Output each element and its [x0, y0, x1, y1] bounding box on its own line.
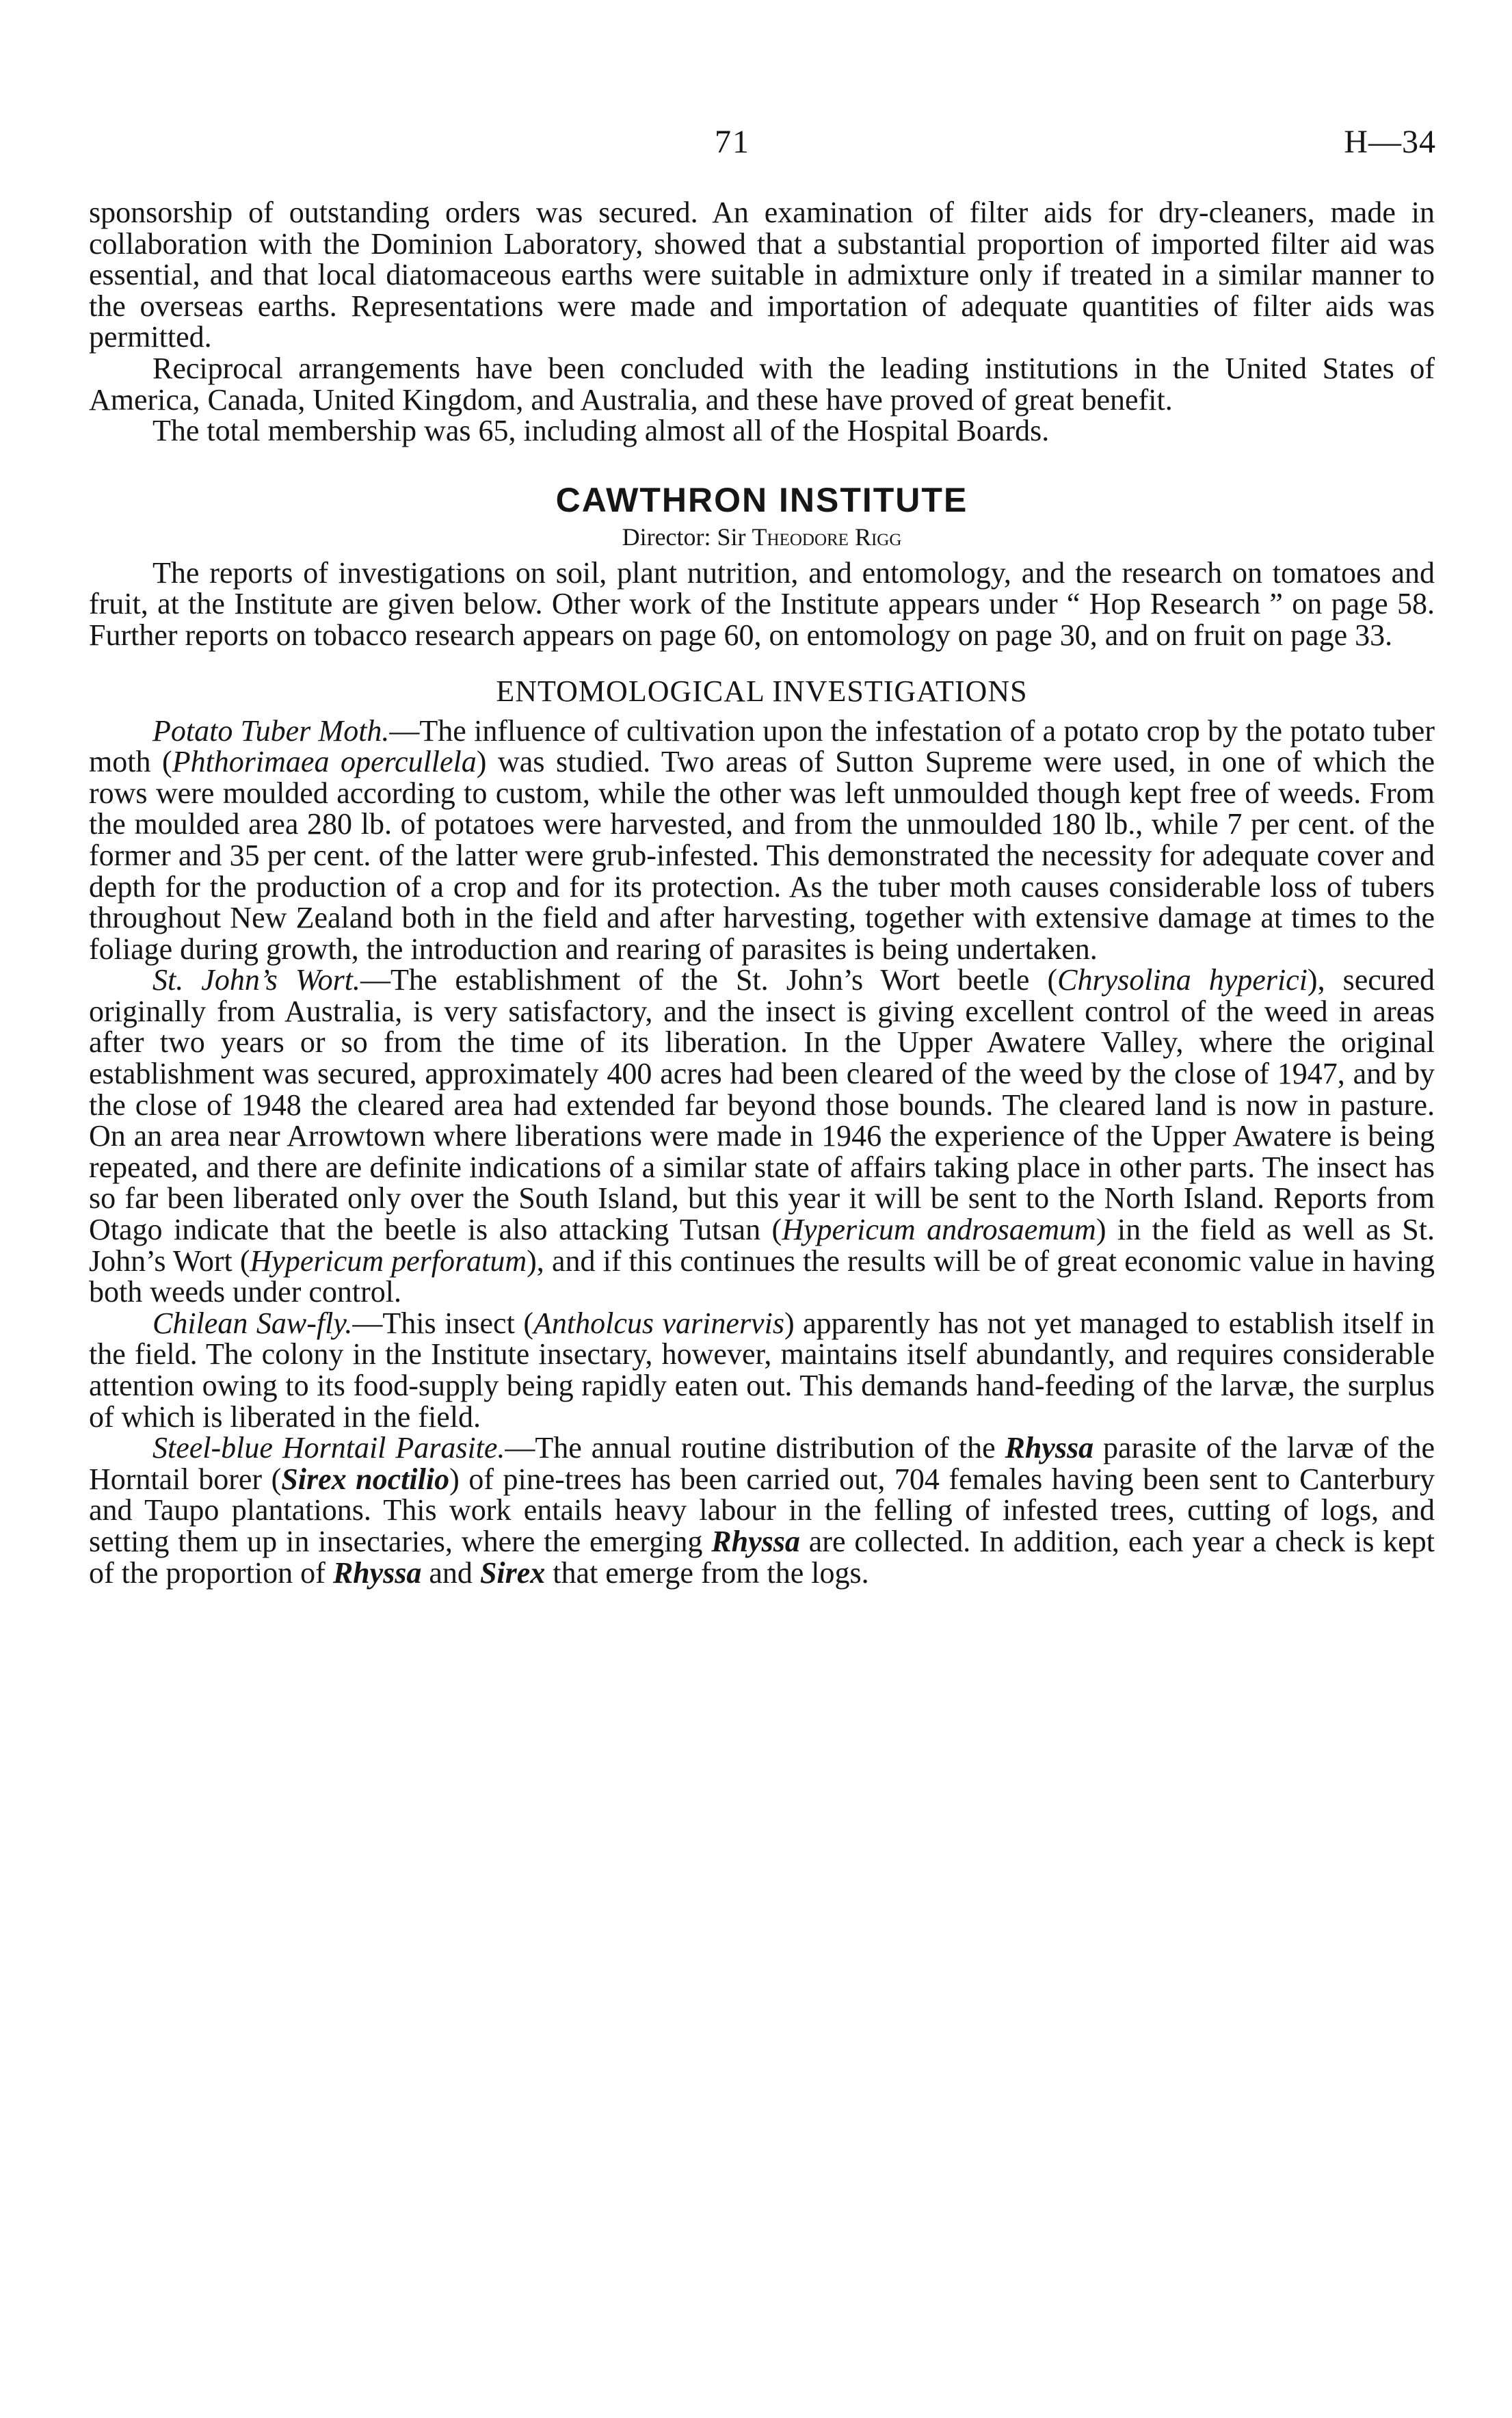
subheading-entomological-investigations: ENTOMOLOGICAL INVESTIGATIONS	[496, 674, 1028, 708]
chilean-saw-fly-title: Chilean Saw-fly.	[152, 1306, 353, 1340]
paragraph-chilean-saw-fly	[89, 1308, 1435, 1432]
stjohns-text-a: —The establishment of the St. John’s Wort beetle (	[360, 963, 1058, 997]
horntail-text-d: are collected. In addition, each year a check is kept of the proportion of	[89, 1524, 1435, 1590]
page-header	[92, 123, 1436, 164]
sawfly-text-b: ) apparently has not yet managed to establish itself in the field. The colony in the Institute insectary, however, maintains itself abundantly, and requires considerable attention owing to its food-supply being rapidly eaten out. This demands hand-feeding of the larvæ, the surplus of which is liberated in the field.	[89, 1306, 1435, 1434]
sawfly-text-a: —This insect (	[352, 1306, 534, 1340]
horntail-text-e: and	[421, 1555, 480, 1590]
director-label: Director: Sir	[622, 523, 746, 551]
horntail-genus-2: Rhyssa	[711, 1524, 800, 1558]
horntail-genus-4: Sirex	[479, 1555, 546, 1590]
document-reference: H—34	[1344, 124, 1436, 160]
potato-text-a: —The influence of cultivation upon the infestation of a potato crop by the potato tuber moth (	[89, 713, 1435, 779]
paragraph-potato-tuber-moth	[89, 715, 1435, 965]
sawfly-species: Antholcus varinervis	[533, 1306, 784, 1340]
horntail-parasite-title: Steel-blue Horntail Parasite.	[152, 1431, 505, 1465]
horntail-text-b: parasite of the larvæ of the Horntail borer (	[89, 1431, 1435, 1496]
stjohns-text-c: ) in the field as well as St. John’s Wort (	[89, 1213, 1435, 1278]
paragraph-horntail-parasite	[89, 1432, 1435, 1588]
paragraph-st-johns-wort	[89, 964, 1435, 1308]
page-number: 71	[715, 124, 750, 160]
horntail-species: Sirex noctilio	[281, 1462, 450, 1496]
paragraph-reciprocal-arrangements: Reciprocal arrangements have been concluded with the leading institutions in the United States of America, Canada, United Kingdom, and Australia, and these have proved of great benefit.	[89, 351, 1435, 417]
horntail-genus-3: Rhyssa	[332, 1555, 422, 1590]
stjohns-species-3: Hypericum perforatum	[250, 1244, 527, 1278]
body-text	[89, 197, 1435, 1588]
stjohns-text-d: ), and if this continues the results will be of great economic value in having both weeds under control.	[89, 1244, 1435, 1309]
horntail-text-c: ) of pine-trees has been carried out, 704 females having been sent to Canterbury and Taupo plantations. This work entails heavy labour in the felling of infested trees, cutting of logs, and setting them up in insectaries, where the emerging	[89, 1462, 1435, 1558]
paragraph-membership: The total membership was 65, including almost all of the Hospital Boards.	[152, 414, 1050, 448]
section-heading-cawthron: CAWTHRON INSTITUTE	[555, 480, 968, 519]
director-line	[89, 522, 1435, 552]
potato-text-b: ) was studied. Two areas of Sutton Supreme were used, in one of which the rows were moulded according to custom, while the other was left unmoulded though kept free of weeds. From the moulded area 280 lb. of potatoes were harvested, and from the unmoulded 180 lb., while 7 per cent. of the former and 35 per cent. of the latter were grub-infested. This demonstrated the necessity for adequate cover and depth for the production of a crop and for its protection. As the tuber moth causes considerable loss of tubers throughout New Zealand both in the field and after harvesting, together with extensive damage at times to the foliage during growth, the introduction and rearing of parasites is being undertaken.	[89, 745, 1435, 966]
stjohns-species-2: Hypericum androsaemum	[782, 1213, 1096, 1247]
stjohns-species-1: Chrysolina hyperici	[1057, 963, 1308, 997]
horntail-text-a: —The annual routine distribution of the	[505, 1431, 1005, 1465]
horntail-text-f: that emerge from the logs.	[545, 1555, 869, 1590]
stjohns-text-b: ), secured originally from Australia, is very satisfactory, and the insect is giving excellent control of the weed in areas after two years or so from the time of its liberation. In the Upper Awatere Valley, where the original establishment was secured, approximately 400 acres had been cleared of the weed by the close of 1947, and by the close of 1948 the cleared area had extended far beyond those bounds. The cleared land is now in pasture. On an area near Arrowtown where liberations were made in 1946 the experience of the Upper Awatere is being repeated, and there are definite indications of a similar state of affairs taking place in other parts. The insect has so far been liberated only over the South Island, but this year it will be sent to the North Island. Reports from Otago indicate that the beetle is also attacking Tutsan (	[89, 963, 1435, 1247]
st-johns-wort-title: St. John’s Wort.	[152, 963, 360, 997]
paragraph-cawthron-intro: The reports of investigations on soil, plant nutrition, and entomology, and the research on tomatoes and fruit, at the Institute are given below. Other work of the Institute appears under “ Hop Research ” on page 58. Further reports on tobacco research appears on page 60, on entomology on page 30, and on fruit on page 33.	[89, 555, 1435, 652]
director-name: Theodore Rigg	[752, 523, 902, 551]
potato-tuber-moth-title: Potato Tuber Moth.	[152, 713, 390, 748]
horntail-genus-1: Rhyssa	[1005, 1431, 1094, 1465]
potato-species: Phthorimaea opercullela	[172, 745, 477, 779]
paragraph-filter-aids: sponsorship of outstanding orders was secured. An examination of filter aids for dry-cleaners, made in collaboration with the Dominion Laboratory, showed that a substantial proportion of imported filter aid was essential, and that local diatomaceous earths were suitable in admixture only if treated in a similar manner to the overseas earths. Representations were made and importation of adequate quantities of filter aids was permitted.	[89, 196, 1435, 354]
